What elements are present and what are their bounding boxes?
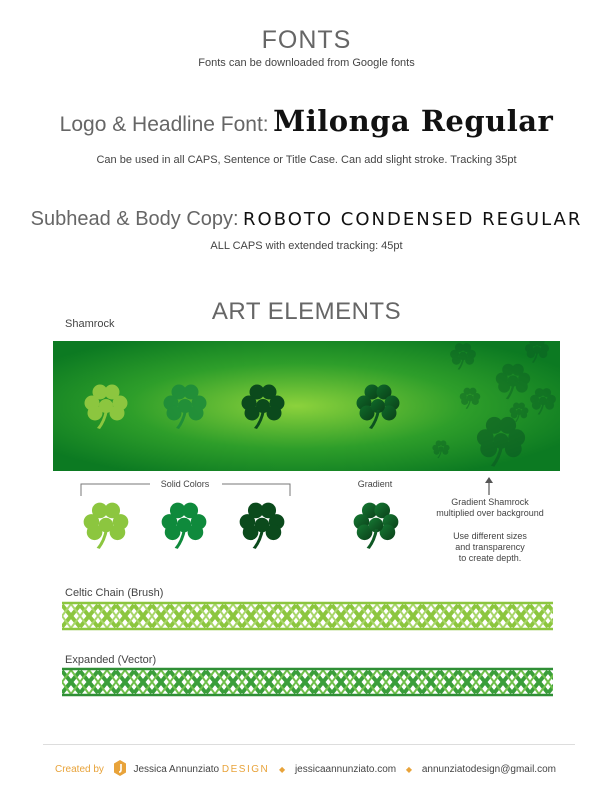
footer-email-link[interactable]: annunziatodesign@gmail.com [421,764,556,776]
solid-colors-label: Solid Colors [150,479,220,489]
arrow-up-icon [483,476,495,496]
logo-font-label: Logo & Headline Font: [59,113,269,136]
footer-divider [43,744,575,745]
footer-created-by: Created by [55,764,104,776]
swatch-gradient-shamrock [354,503,399,549]
gradient-note-line-2: multiplied over background [436,508,544,518]
depth-note-line-3: to create depth. [458,553,522,563]
footer-designer-name: Jessica Annunziato [133,764,220,776]
swatch-light-shamrock [84,503,129,549]
shamrock-banner [53,341,560,471]
body-font-name: ROBOTO CONDENSED REGULAR [243,209,583,230]
gradient-label: Gradient [357,479,393,489]
art-elements-title: ART ELEMENTS [211,298,402,325]
body-font-note: ALL CAPS with extended tracking: 45pt [210,240,403,252]
fonts-title: FONTS [261,26,352,54]
celtic-chain-vector-label: Expanded (Vector) [65,654,157,666]
body-font-label: Subhead & Body Copy: [30,208,239,230]
logo-font-name: Milonga Regular [273,104,554,138]
body-font-row [0,208,613,231]
logo-font-row [0,104,613,138]
fonts-subtitle: Fonts can be downloaded from Google fonts [198,57,415,69]
depth-note [415,531,565,564]
footer [55,760,575,779]
bullet-icon: ◆ [279,765,286,775]
shamrock-swatches [80,497,410,555]
designer-logo-icon [113,760,127,779]
logo-font-note: Can be used in all CAPS, Sentence or Title Case. Can add slight stroke. Tracking 35pt [96,154,517,166]
swatch-medium-shamrock [162,503,207,549]
depth-note-line-2: and transparency [455,542,525,552]
footer-website-link[interactable]: jessicaannunziato.com [294,764,397,776]
bullet-icon: ◆ [405,765,413,775]
gradient-note-line-1: Gradient Shamrock [451,497,529,507]
swatch-dark-shamrock [240,503,285,549]
celtic-chain-brush-label: Celtic Chain (Brush) [65,587,164,599]
gradient-note [415,497,565,519]
celtic-chain-brush [62,601,553,631]
footer-design-word: DESIGN [221,764,270,776]
shamrock-label: Shamrock [65,318,115,330]
depth-note-line-1: Use different sizes [453,531,527,541]
celtic-chain-vector [62,667,553,697]
